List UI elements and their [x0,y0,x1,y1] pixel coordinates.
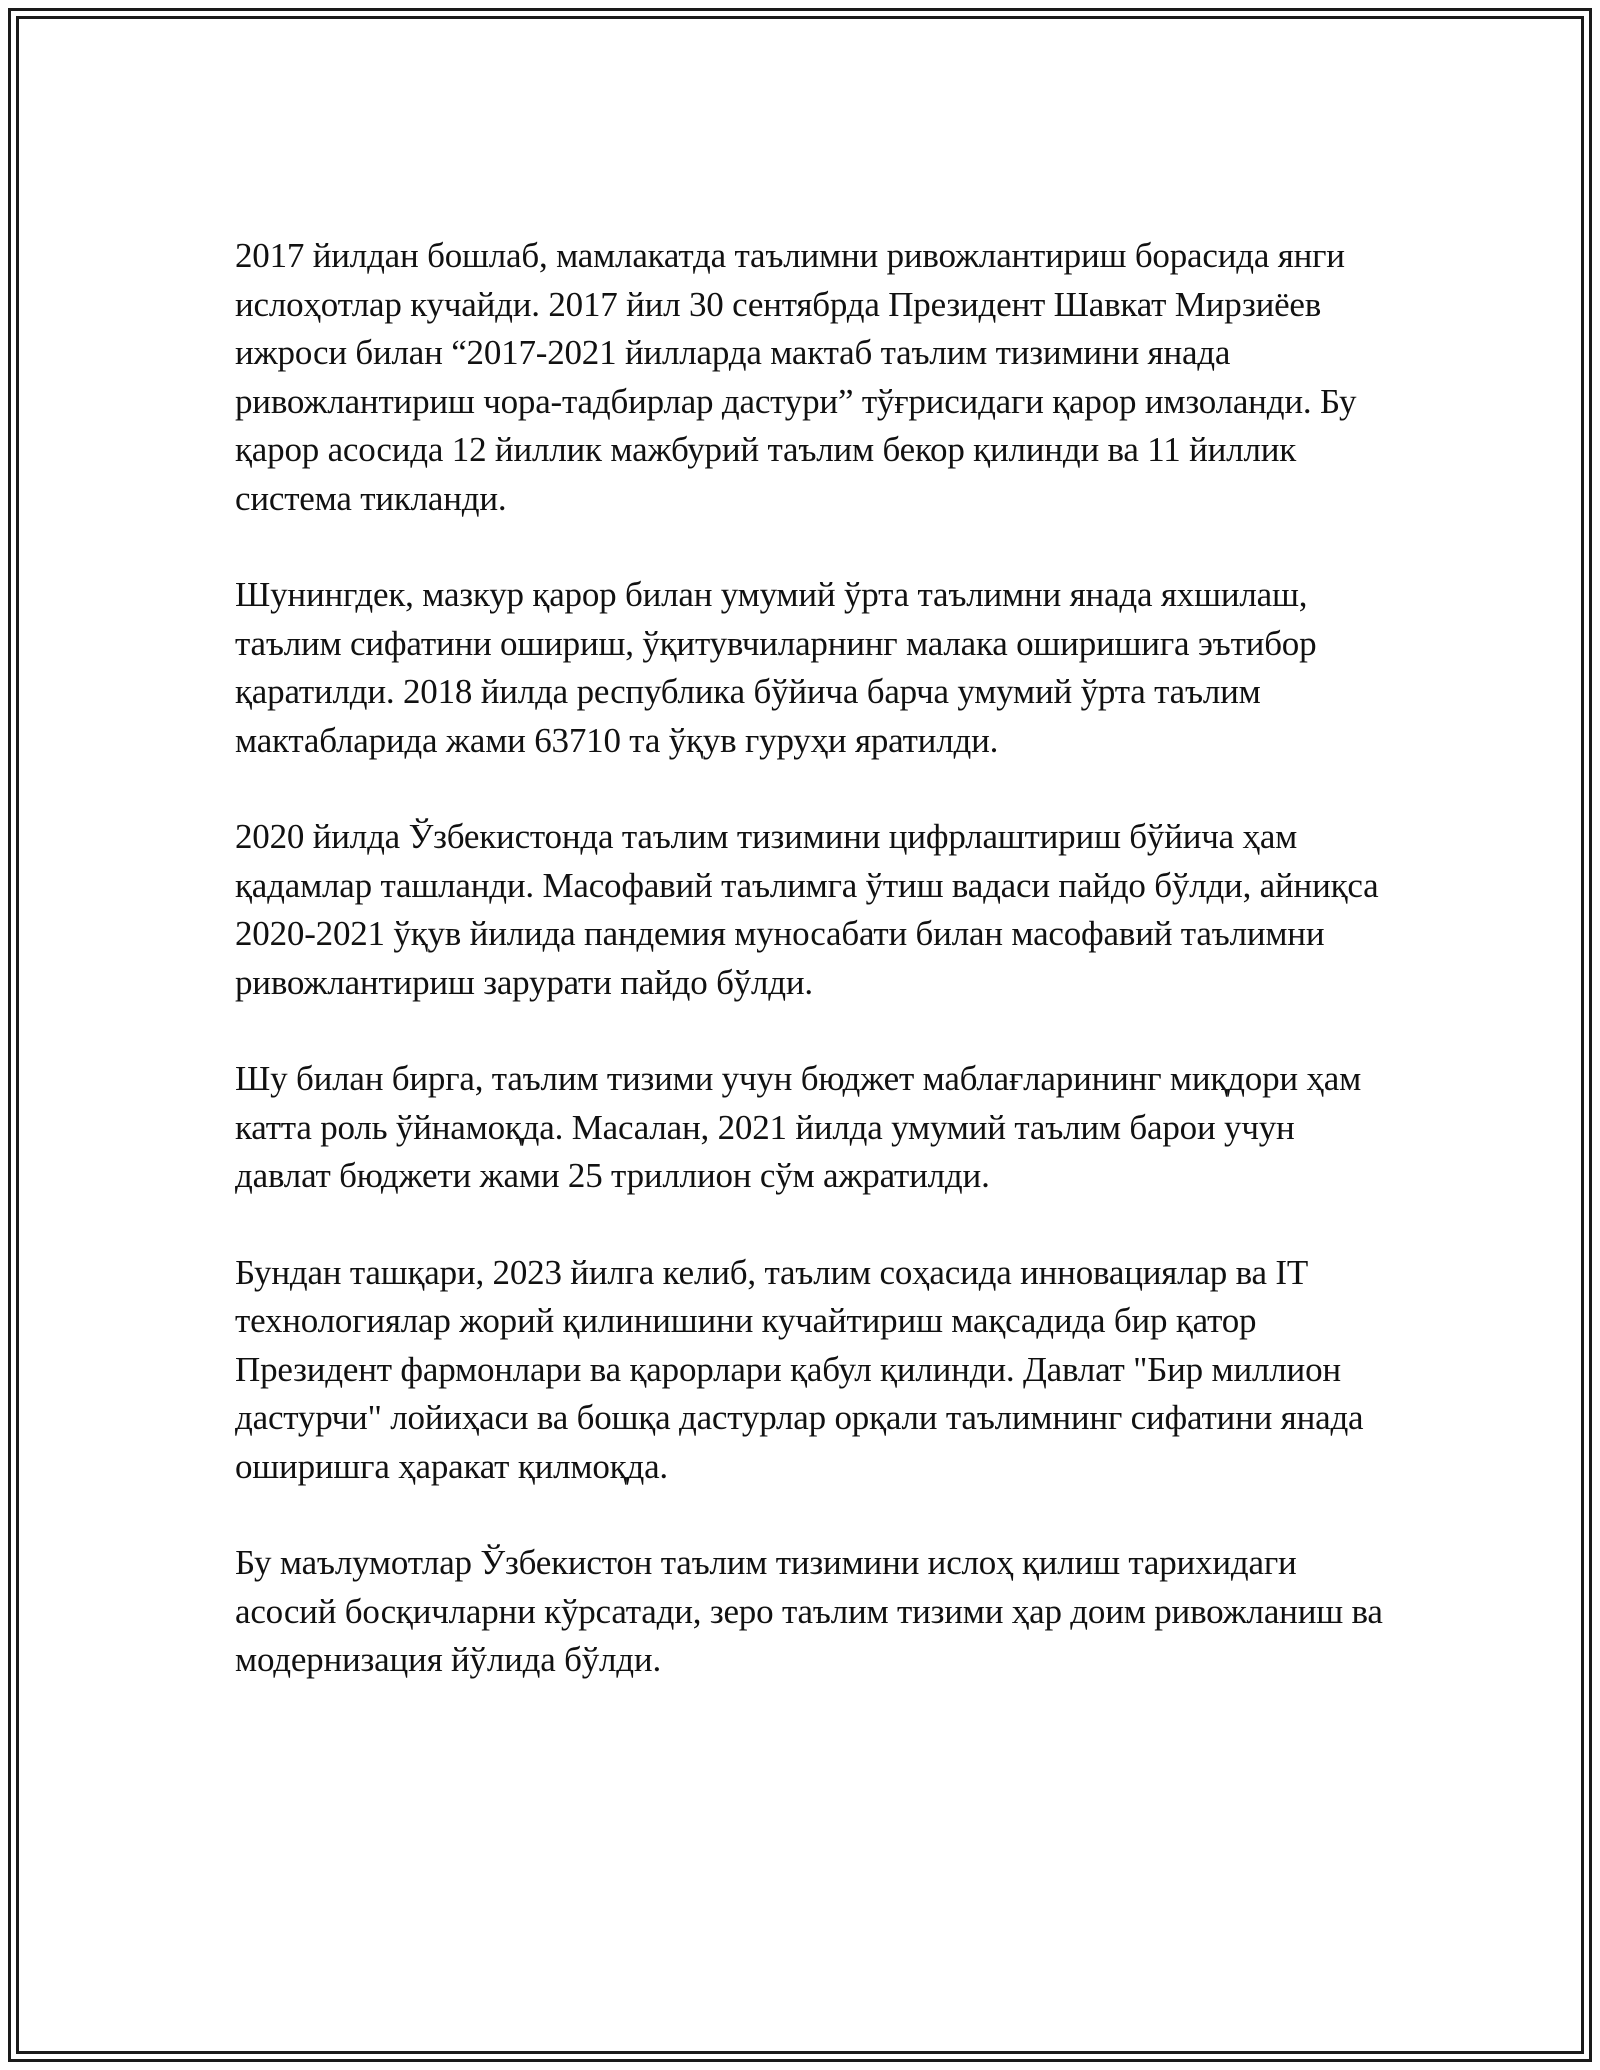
document-body [235,232,1385,1685]
paragraph-2: Шунингдек, мазкур қарор билан умумий ўрта таълимни янада яхшилаш, таълим сифатини ошириш, ўқитувчиларнинг малака оширишига эътибор қаратилди. 2018 йилда республика бўйича барча умумий ўрта таълим мактабларида жами 63710 та ўқув гуруҳи яратилди. [235,575,1317,760]
paragraph-3: 2020 йилда Ўзбекистонда таълим тизимини цифрлаштириш бўйича ҳам қадамлар ташланди. Масофавий таълимга ўтиш вадаси пайдо бўлди, айниқса 2020-2021 ўқув йилида пандемия муносабати билан масофавий таълимни ривожлантириш зарурати пайдо бўлди. [235,817,1379,1002]
paragraph-6: Бу маълумотлар Ўзбекистон таълим тизимини ислоҳ қилиш тарихидаги асосий босқичларни кўрсатади, зеро таълим тизими ҳар доим ривожланиш ва модернизация йўлида бўлди. [235,1543,1383,1679]
paragraph-4: Шу билан бирга, таълим тизими учун бюджет маблағларининг миқдори ҳам катта роль ўйнамоқда. Масалан, 2021 йилда умумий таълим барои учун давлат бюджети жами 25 триллион сўм ажратилди. [235,1059,1362,1195]
paragraph-5: Бундан ташқари, 2023 йилга келиб, таълим соҳасида инновациялар ва IT технологиялар жорий қилинишини кучайтириш мақсадида бир қатор Президент фармонлари ва қарорлари қабул қилинди. Давлат "Бир миллион дастурчи" лойиҳаси ва бошқа дастурлар орқали таълимнинг сифатини янада оширишга ҳаракат қилмоқда. [235,1252,1364,1486]
paragraph-1: 2017 йилдан бошлаб, мамлакатда таълимни ривожлантириш борасида янги ислоҳотлар кучайди. 2017 йил 30 сентябрда Президент Шавкат Мирзиёев ижроси билан “2017-2021 йилларда мактаб таълим тизимини янада ривожлантириш чора-тадбирлар дастури” тўғрисидаги қарор имзоланди. Бу қарор асосида 12 йиллик мажбурий таълим бекор қилинди ва 11 йиллик система тикланди. [235,236,1357,518]
